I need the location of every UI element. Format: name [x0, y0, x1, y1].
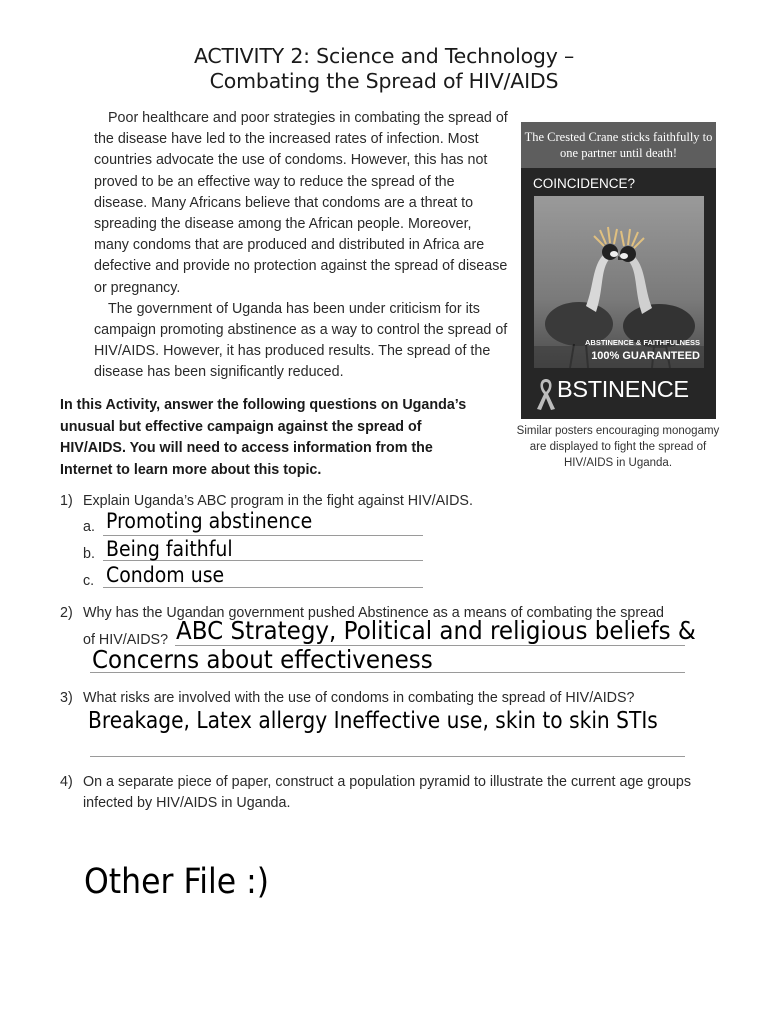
question-3-number: 3): [60, 690, 73, 706]
awareness-ribbon-icon: [535, 377, 557, 411]
question-4-number: 4): [60, 774, 73, 790]
q1-item-c-answer[interactable]: Condom use: [106, 563, 225, 587]
title-line-1: ACTIVITY 2: Science and Technology –: [193, 44, 575, 68]
poster-tag-line-2: 100% GUARANTEED: [591, 350, 700, 362]
question-2-number: 2): [60, 605, 73, 621]
title-line-2: Combating the Spread of HIV/AIDS: [209, 69, 559, 93]
q1-item-b-answer[interactable]: Being faithful: [106, 537, 233, 561]
question-2-text-line-1: Why has the Ugandan government pushed Abstinence as a means of combating the spread: [83, 605, 664, 621]
q1-item-a-answer[interactable]: Promoting abstinence: [106, 509, 313, 533]
crested-crane-photo: [534, 196, 704, 368]
poster-brand: BSTINENCE: [557, 376, 689, 402]
poster-subhead: COINCIDENCE?: [533, 176, 636, 191]
q1-item-a-line: [103, 535, 423, 536]
intro-paragraph-1: Poor healthcare and poor strategies in combating the spread of the disease have led to the increased rates of infection. Most countries advocate the use of condoms. However, this has not proved to be an effective way to reduce the spread of the disease. Many Africans believe that condoms are a threat to spreading the disease among the African people. Moreover, many condoms that are produced and distributed in Africa are defective and provide no protection against the spread of disease or pregnancy.: [94, 110, 508, 296]
q1-item-c-line: [103, 587, 423, 588]
question-2-text-line-2: of HIV/AIDS?: [83, 632, 169, 648]
question-3-text: What risks are involved with the use of condoms in combating the spread of HIV/AIDS?: [83, 690, 635, 706]
q4-answer-text[interactable]: Other File :): [84, 862, 270, 902]
intro-text: [94, 108, 508, 384]
poster-headline: The Crested Crane sticks faithfully to one partner until death!: [521, 122, 716, 168]
question-4-text: On a separate piece of paper, construct a population pyramid to illustrate the current age groups infected by HIV/AIDS in Uganda.: [83, 774, 691, 811]
q1-item-a-label: a.: [83, 519, 95, 535]
q2-answer-line-2-text[interactable]: Concerns about effectiveness: [92, 645, 433, 674]
poster-brand-row: [535, 375, 715, 413]
q1-item-c-label: c.: [83, 573, 95, 589]
page-title: [0, 44, 768, 94]
q2-answer-line-1-text[interactable]: ABC Strategy, Political and religious beliefs &: [176, 616, 696, 645]
activity-instructions: In this Activity, answer the following questions on Uganda’s unusual but effective campaign against the spread of HIV/AIDS. You will need to access information from the Internet to learn more about this topic.: [60, 397, 467, 478]
intro-paragraph-2: The government of Uganda has been under criticism for its campaign promoting abstinence as a way to control the spread of HIV/AIDS. However, it has produced results. The spread of the disease has been significantly reduced.: [94, 300, 508, 381]
question-1-number: 1): [60, 493, 73, 509]
abstinence-poster: [521, 122, 716, 419]
q1-item-b-label: b.: [83, 546, 95, 562]
question-1-text: Explain Uganda’s ABC program in the fight against HIV/AIDS.: [83, 493, 473, 509]
poster-caption: Similar posters encouraging monogamy are displayed to fight the spread of HIV/AIDS in Uganda.: [516, 425, 720, 469]
q3-answer-line: [90, 756, 685, 757]
poster-tag-line-1: ABSTINENCE & FAITHFULNESS: [584, 338, 700, 347]
q3-answer-text[interactable]: Breakage, Latex allergy Ineffective use, skin to skin STIs: [88, 706, 658, 734]
